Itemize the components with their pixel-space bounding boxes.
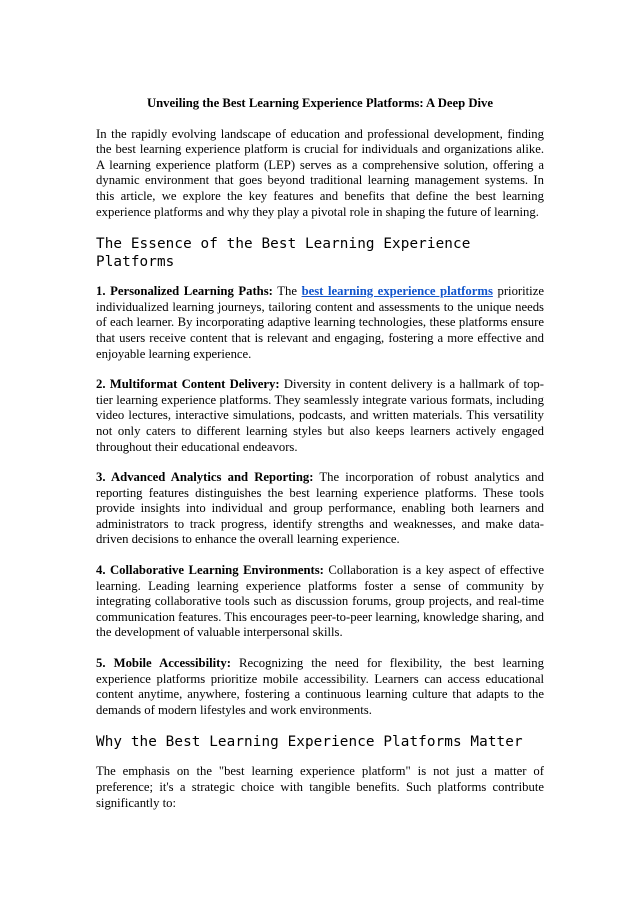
feature-text: Collaboration is a key aspect of effective learning. Leading learning experience platforms foster a sense of community by integrating collaborative tools such as discussion forums, group projects, and real-time communication features. This encourages peer-to-peer learning, knowledge sharing, and the development of valuable interpersonal skills.: [96, 563, 544, 640]
feature-text: The incorporation of robust analytics and reporting features distinguishes the best learning experience platforms. These tools provide insights into individual and group performance, enabling both learners and administrators to track progress, identify strengths and weaknesses, and make data-driven decisions to enhance the overall learning experience.: [96, 470, 544, 547]
feature-label: 4. Collaborative Learning Environments:: [96, 563, 324, 578]
feature-text-prefix: The: [272, 284, 302, 299]
feature-label: 3. Advanced Analytics and Reporting:: [96, 470, 314, 485]
feature-label: 5. Mobile Accessibility:: [96, 656, 231, 671]
feature-text: Recognizing the need for flexibility, the best learning experience platforms prioritize mobile accessibility. Learners can access educational content anytime, anywhere, fostering a continuous learning culture that adapts to the demands of modern lifestyles and work environments.: [96, 656, 544, 717]
document-title: Unveiling the Best Learning Experience Platforms: A Deep Dive: [146, 96, 494, 110]
document-body: [96, 96, 544, 826]
feature-label: 1. Personalized Learning Paths:: [96, 284, 273, 299]
feature-item-personalized-learning: [96, 284, 544, 362]
feature-text: Diversity in content delivery is a hallmark of top-tier learning experience platforms. They seamlessly integrate various formats, including video lectures, interactive simulations, podcasts, and written materials. This versatility not only caters to different learning styles but also keeps learners actively engaged throughout their educational endeavors.: [96, 377, 544, 454]
best-lep-link[interactable]: best learning experience platforms: [301, 284, 493, 299]
feature-label: 2. Multiformat Content Delivery:: [96, 377, 280, 392]
feature-item-analytics-reporting: [96, 470, 544, 548]
feature-item-mobile-accessibility: [96, 656, 544, 718]
feature-text: prioritize individualized learning journeys, tailoring content and assessments to the unique needs of each learner. By incorporating adaptive learning technologies, these platforms ensure that users receive content that is relevant and engaging, fostering a more effective and enjoyable learning experience.: [96, 284, 544, 361]
why-matter-paragraph: The emphasis on the "best learning experience platform" is not just a matter of preference; it's a strategic choice with tangible benefits. Such platforms contribute significantly to:: [96, 764, 544, 810]
feature-item-collaborative-learning: [96, 563, 544, 641]
section-heading-why-matter: Why the Best Learning Experience Platforms Matter: [96, 734, 523, 751]
intro-paragraph: In the rapidly evolving landscape of education and professional development, finding the best learning experience platform is crucial for individuals and organizations alike. A learning experience platform (LEP) serves as a comprehensive solution, offering a dynamic environment that goes beyond traditional learning management systems. In this article, we explore the key features and benefits that define the best learning experience platforms and why they play a pivotal role in shaping the future of learning.: [96, 126, 544, 219]
feature-item-multiformat-content: [96, 377, 544, 455]
section-heading-essence: The Essence of the Best Learning Experience Platforms: [96, 236, 471, 271]
